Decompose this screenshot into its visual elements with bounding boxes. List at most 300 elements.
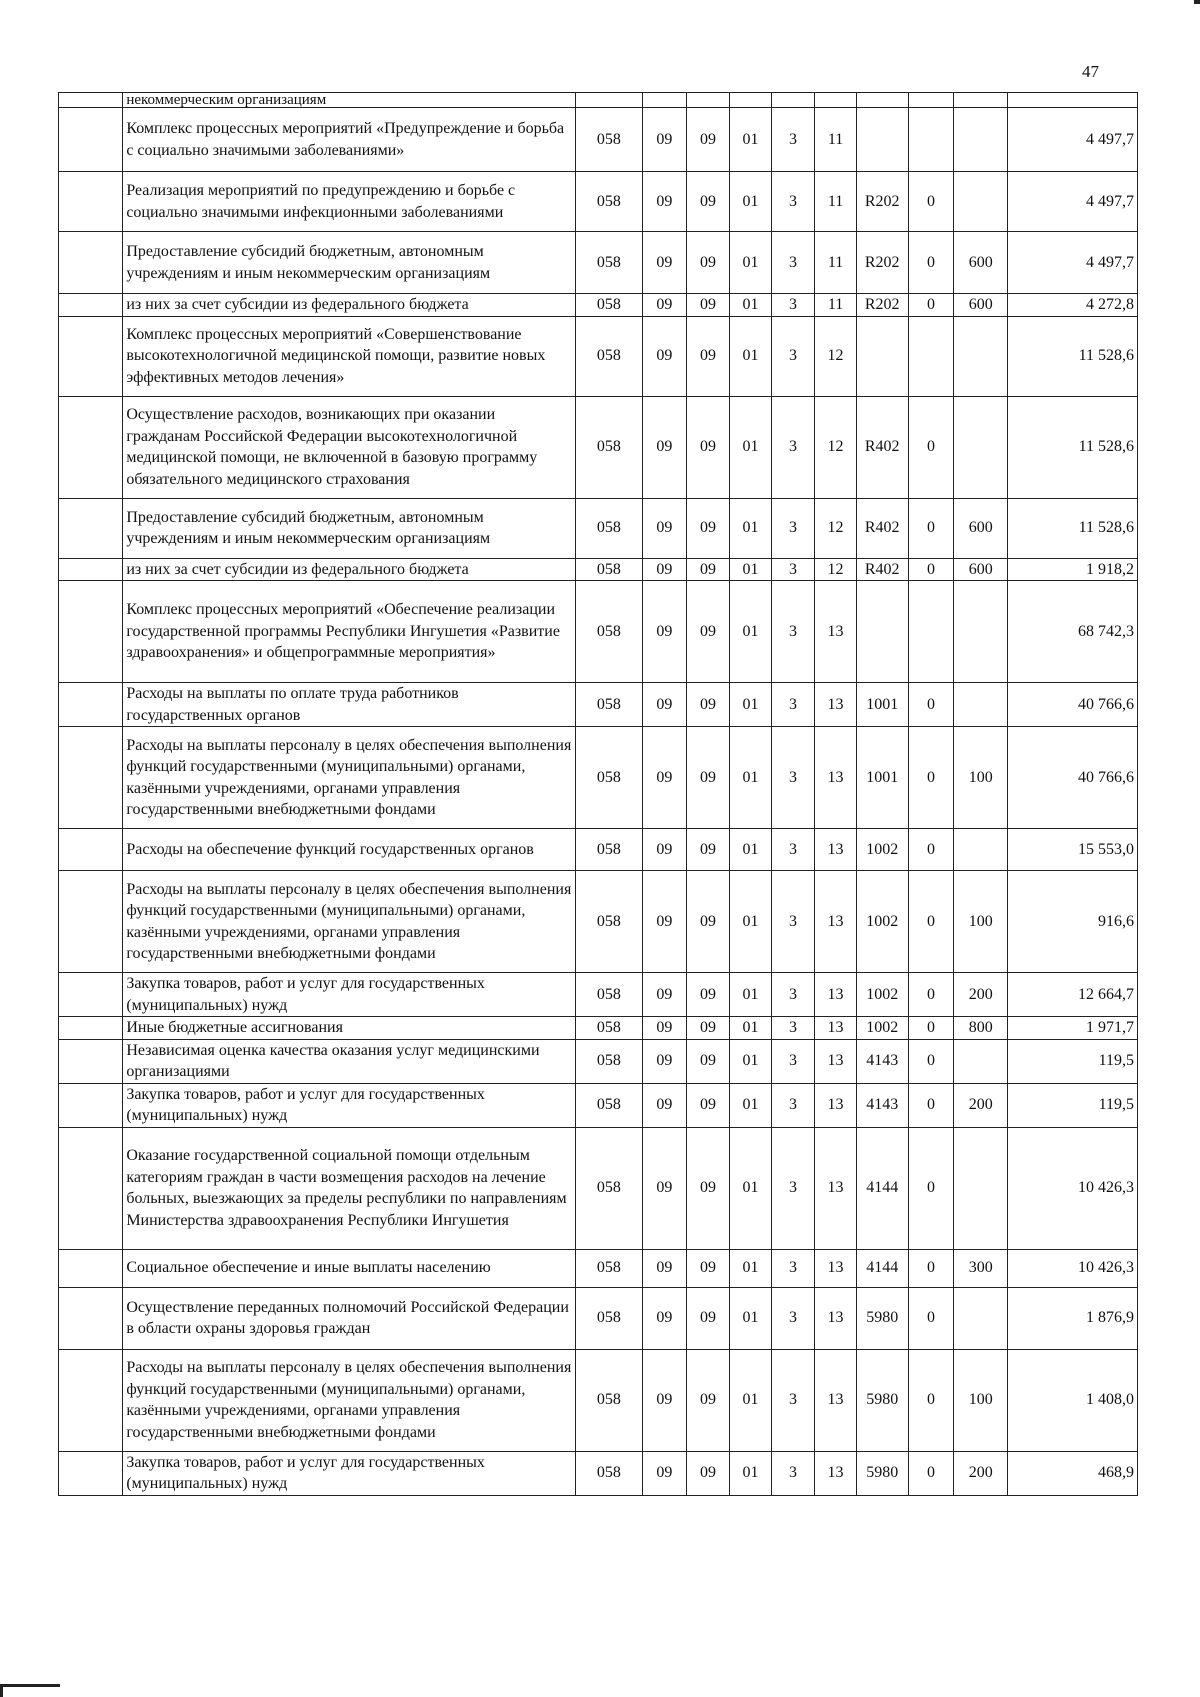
row-code-c5: 3 bbox=[771, 871, 815, 973]
row-code-c7 bbox=[856, 108, 908, 172]
row-code-c2: 09 bbox=[643, 558, 687, 581]
row-code-c3: 09 bbox=[686, 316, 730, 396]
row-code-c2: 09 bbox=[643, 1451, 687, 1495]
row-code-c6: 11 bbox=[815, 232, 857, 294]
row-number-cell bbox=[59, 294, 123, 317]
row-code-c6: 11 bbox=[815, 108, 857, 172]
row-number-cell bbox=[59, 1083, 123, 1127]
row-code-c9 bbox=[954, 683, 1008, 727]
row-amount: 10 426,3 bbox=[1008, 1127, 1138, 1249]
row-code-c9 bbox=[954, 93, 1008, 108]
row-code-c8: 0 bbox=[908, 727, 954, 829]
row-code-c6: 13 bbox=[815, 973, 857, 1017]
row-code-c3: 09 bbox=[686, 829, 730, 871]
row-code-c8: 0 bbox=[908, 683, 954, 727]
row-code-c5: 3 bbox=[771, 1287, 815, 1349]
row-code-c8: 0 bbox=[908, 1039, 954, 1083]
row-amount: 11 528,6 bbox=[1008, 316, 1138, 396]
row-code-c3: 09 bbox=[686, 581, 730, 683]
row-code-c7: R402 bbox=[856, 558, 908, 581]
row-code-c4: 01 bbox=[730, 829, 772, 871]
row-amount: 4 272,8 bbox=[1008, 294, 1138, 317]
row-code-c1: 058 bbox=[575, 871, 642, 973]
row-description: из них за счет субсидии из федерального бюджета bbox=[123, 558, 575, 581]
row-code-c5: 3 bbox=[771, 172, 815, 232]
row-code-c3: 09 bbox=[686, 108, 730, 172]
row-number-cell bbox=[59, 727, 123, 829]
row-amount: 11 528,6 bbox=[1008, 498, 1138, 558]
row-code-c3: 09 bbox=[686, 172, 730, 232]
row-code-c3: 09 bbox=[686, 1017, 730, 1040]
row-code-c2: 09 bbox=[643, 1249, 687, 1287]
row-code-c2: 09 bbox=[643, 498, 687, 558]
row-code-c7: 4143 bbox=[856, 1039, 908, 1083]
row-code-c3: 09 bbox=[686, 1287, 730, 1349]
row-code-c9: 200 bbox=[954, 973, 1008, 1017]
row-description: Расходы на выплаты персоналу в целях обеспечения выполнения функций государственными (муниципальными) органами, казёнными учреждениями, органами управления государственными внебюджетными фондами bbox=[123, 727, 575, 829]
row-code-c5: 3 bbox=[771, 396, 815, 498]
row-code-c4: 01 bbox=[730, 1451, 772, 1495]
row-code-c9: 200 bbox=[954, 1083, 1008, 1127]
row-code-c5: 3 bbox=[771, 727, 815, 829]
row-code-c5: 3 bbox=[771, 558, 815, 581]
row-code-c2: 09 bbox=[643, 683, 687, 727]
row-code-c1: 058 bbox=[575, 683, 642, 727]
row-code-c1: 058 bbox=[575, 498, 642, 558]
row-code-c9: 300 bbox=[954, 1249, 1008, 1287]
row-code-c5: 3 bbox=[771, 1249, 815, 1287]
row-code-c1: 058 bbox=[575, 1287, 642, 1349]
row-description: Закупка товаров, работ и услуг для государственных (муниципальных) нужд bbox=[123, 1451, 575, 1495]
row-code-c2: 09 bbox=[643, 871, 687, 973]
row-code-c7: 1002 bbox=[856, 973, 908, 1017]
row-amount: 4 497,7 bbox=[1008, 108, 1138, 172]
row-code-c9 bbox=[954, 1039, 1008, 1083]
table-row bbox=[59, 973, 1138, 1017]
row-code-c4: 01 bbox=[730, 1249, 772, 1287]
row-description: некоммерческим организациям bbox=[123, 93, 575, 108]
row-code-c2: 09 bbox=[643, 108, 687, 172]
row-code-c6: 13 bbox=[815, 1083, 857, 1127]
table-row bbox=[59, 232, 1138, 294]
row-amount: 11 528,6 bbox=[1008, 396, 1138, 498]
row-code-c1: 058 bbox=[575, 1017, 642, 1040]
row-code-c5: 3 bbox=[771, 1349, 815, 1451]
row-code-c1: 058 bbox=[575, 294, 642, 317]
table-row bbox=[59, 558, 1138, 581]
table-row bbox=[59, 581, 1138, 683]
row-code-c5: 3 bbox=[771, 829, 815, 871]
row-code-c2: 09 bbox=[643, 1349, 687, 1451]
row-code-c2: 09 bbox=[643, 316, 687, 396]
table-row bbox=[59, 1287, 1138, 1349]
row-code-c7: R202 bbox=[856, 232, 908, 294]
row-amount: 10 426,3 bbox=[1008, 1249, 1138, 1287]
row-code-c5: 3 bbox=[771, 294, 815, 317]
row-code-c8 bbox=[908, 108, 954, 172]
row-code-c8: 0 bbox=[908, 1017, 954, 1040]
row-amount: 12 664,7 bbox=[1008, 973, 1138, 1017]
row-code-c2: 09 bbox=[643, 1039, 687, 1083]
row-code-c7: R202 bbox=[856, 294, 908, 317]
row-code-c7: R202 bbox=[856, 172, 908, 232]
row-code-c3: 09 bbox=[686, 1083, 730, 1127]
table-row bbox=[59, 1451, 1138, 1495]
row-code-c3: 09 bbox=[686, 1249, 730, 1287]
row-description: Оказание государственной социальной помощи отдельным категориям граждан в части возмещения расходов на лечение больных, выезжающих за пределы республики по направлениям Министерства здравоохранения Республики Ингушетия bbox=[123, 1127, 575, 1249]
row-code-c8: 0 bbox=[908, 1249, 954, 1287]
row-amount: 68 742,3 bbox=[1008, 581, 1138, 683]
row-number-cell bbox=[59, 1127, 123, 1249]
row-code-c8: 0 bbox=[908, 294, 954, 317]
row-code-c2: 09 bbox=[643, 294, 687, 317]
row-code-c8: 0 bbox=[908, 1349, 954, 1451]
row-code-c3: 09 bbox=[686, 1349, 730, 1451]
row-code-c9 bbox=[954, 1287, 1008, 1349]
table-row bbox=[59, 1127, 1138, 1249]
row-description: Комплекс процессных мероприятий «Обеспечение реализации государственной программы Республики Ингушетия «Развитие здравоохранения» и общепрограммные мероприятия» bbox=[123, 581, 575, 683]
row-code-c9: 600 bbox=[954, 294, 1008, 317]
row-code-c4: 01 bbox=[730, 558, 772, 581]
budget-table-body bbox=[59, 93, 1138, 1496]
row-code-c7: 1001 bbox=[856, 683, 908, 727]
row-description: Предоставление субсидий бюджетным, автономным учреждениям и иным некоммерческим организациям bbox=[123, 498, 575, 558]
row-description: Независимая оценка качества оказания услуг медицинскими организациями bbox=[123, 1039, 575, 1083]
row-code-c6: 13 bbox=[815, 829, 857, 871]
row-description: Расходы на выплаты персоналу в целях обеспечения выполнения функций государственными (муниципальными) органами, казёнными учреждениями, органами управления государственными внебюджетными фондами bbox=[123, 871, 575, 973]
row-code-c6: 12 bbox=[815, 316, 857, 396]
row-code-c5: 3 bbox=[771, 683, 815, 727]
row-number-cell bbox=[59, 581, 123, 683]
row-code-c7: 1001 bbox=[856, 727, 908, 829]
row-code-c4: 01 bbox=[730, 316, 772, 396]
row-code-c1: 058 bbox=[575, 1349, 642, 1451]
row-code-c9 bbox=[954, 172, 1008, 232]
row-code-c2: 09 bbox=[643, 1127, 687, 1249]
row-code-c6: 13 bbox=[815, 1349, 857, 1451]
table-row bbox=[59, 1017, 1138, 1040]
row-amount: 916,6 bbox=[1008, 871, 1138, 973]
row-amount: 40 766,6 bbox=[1008, 727, 1138, 829]
row-code-c4: 01 bbox=[730, 498, 772, 558]
row-code-c2: 09 bbox=[643, 1287, 687, 1349]
row-code-c6: 13 bbox=[815, 871, 857, 973]
row-code-c7: 1002 bbox=[856, 1017, 908, 1040]
row-code-c9 bbox=[954, 581, 1008, 683]
row-amount: 119,5 bbox=[1008, 1083, 1138, 1127]
row-code-c2: 09 bbox=[643, 1083, 687, 1127]
row-code-c1: 058 bbox=[575, 316, 642, 396]
row-code-c9: 100 bbox=[954, 871, 1008, 973]
row-code-c2: 09 bbox=[643, 396, 687, 498]
row-code-c6: 13 bbox=[815, 1039, 857, 1083]
row-code-c6: 13 bbox=[815, 683, 857, 727]
table-row bbox=[59, 498, 1138, 558]
row-code-c5 bbox=[771, 93, 815, 108]
row-code-c9: 600 bbox=[954, 558, 1008, 581]
row-number-cell bbox=[59, 108, 123, 172]
row-code-c1: 058 bbox=[575, 1249, 642, 1287]
row-description: Реализация мероприятий по предупреждению и борьбе с социально значимыми инфекционными заболеваниями bbox=[123, 172, 575, 232]
row-code-c9 bbox=[954, 108, 1008, 172]
table-row bbox=[59, 1249, 1138, 1287]
row-code-c2: 09 bbox=[643, 232, 687, 294]
row-description: Комплекс процессных мероприятий «Предупреждение и борьба с социально значимыми заболеваниями» bbox=[123, 108, 575, 172]
row-code-c1: 058 bbox=[575, 172, 642, 232]
row-code-c7: 5980 bbox=[856, 1287, 908, 1349]
row-code-c4: 01 bbox=[730, 683, 772, 727]
row-code-c5: 3 bbox=[771, 498, 815, 558]
row-description: Осуществление расходов, возникающих при оказании гражданам Российской Федерации высокотехнологичной медицинской помощи, не включенной в базовую программу обязательного медицинского страхования bbox=[123, 396, 575, 498]
table-row bbox=[59, 1083, 1138, 1127]
row-code-c9: 100 bbox=[954, 1349, 1008, 1451]
row-code-c8 bbox=[908, 93, 954, 108]
scan-mark bbox=[1194, 0, 1200, 4]
table-row bbox=[59, 316, 1138, 396]
row-code-c5: 3 bbox=[771, 973, 815, 1017]
row-code-c3: 09 bbox=[686, 498, 730, 558]
row-code-c1: 058 bbox=[575, 558, 642, 581]
row-code-c7 bbox=[856, 93, 908, 108]
row-number-cell bbox=[59, 1249, 123, 1287]
row-amount: 1 408,0 bbox=[1008, 1349, 1138, 1451]
row-code-c4: 01 bbox=[730, 172, 772, 232]
row-code-c2: 09 bbox=[643, 727, 687, 829]
row-description: Закупка товаров, работ и услуг для государственных (муниципальных) нужд bbox=[123, 1083, 575, 1127]
row-code-c7: 4143 bbox=[856, 1083, 908, 1127]
row-amount bbox=[1008, 93, 1138, 108]
row-code-c4: 01 bbox=[730, 1287, 772, 1349]
table-row bbox=[59, 172, 1138, 232]
row-description: Осуществление переданных полномочий Российской Федерации в области охраны здоровья граждан bbox=[123, 1287, 575, 1349]
row-number-cell bbox=[59, 232, 123, 294]
row-code-c5: 3 bbox=[771, 1127, 815, 1249]
row-number-cell bbox=[59, 172, 123, 232]
row-code-c7 bbox=[856, 316, 908, 396]
row-code-c5: 3 bbox=[771, 1039, 815, 1083]
row-code-c7: 4144 bbox=[856, 1127, 908, 1249]
row-code-c5: 3 bbox=[771, 1083, 815, 1127]
row-code-c9 bbox=[954, 316, 1008, 396]
row-code-c9 bbox=[954, 1127, 1008, 1249]
row-code-c6: 12 bbox=[815, 558, 857, 581]
row-code-c8: 0 bbox=[908, 829, 954, 871]
row-code-c6: 13 bbox=[815, 1127, 857, 1249]
row-code-c9: 100 bbox=[954, 727, 1008, 829]
row-code-c6: 13 bbox=[815, 727, 857, 829]
page-number: 47 bbox=[1082, 62, 1099, 81]
row-description: Закупка товаров, работ и услуг для государственных (муниципальных) нужд bbox=[123, 973, 575, 1017]
row-number-cell bbox=[59, 93, 123, 108]
row-code-c1: 058 bbox=[575, 727, 642, 829]
row-code-c3: 09 bbox=[686, 232, 730, 294]
row-amount: 15 553,0 bbox=[1008, 829, 1138, 871]
row-number-cell bbox=[59, 316, 123, 396]
table-row bbox=[59, 829, 1138, 871]
row-code-c8 bbox=[908, 316, 954, 396]
row-code-c3: 09 bbox=[686, 1039, 730, 1083]
row-description: Иные бюджетные ассигнования bbox=[123, 1017, 575, 1040]
row-code-c4: 01 bbox=[730, 581, 772, 683]
row-code-c8: 0 bbox=[908, 396, 954, 498]
row-number-cell bbox=[59, 1349, 123, 1451]
row-description: Комплекс процессных мероприятий «Совершенствование высокотехнологичной медицинской помощи, развитие новых эффективных методов лечения» bbox=[123, 316, 575, 396]
row-code-c3: 09 bbox=[686, 1127, 730, 1249]
row-code-c2: 09 bbox=[643, 172, 687, 232]
row-code-c7: R402 bbox=[856, 396, 908, 498]
row-code-c1: 058 bbox=[575, 581, 642, 683]
table-row bbox=[59, 93, 1138, 108]
row-code-c9: 600 bbox=[954, 232, 1008, 294]
row-code-c4: 01 bbox=[730, 973, 772, 1017]
row-code-c9 bbox=[954, 396, 1008, 498]
row-code-c3: 09 bbox=[686, 396, 730, 498]
row-code-c5: 3 bbox=[771, 1017, 815, 1040]
row-code-c7 bbox=[856, 581, 908, 683]
row-number-cell bbox=[59, 498, 123, 558]
row-code-c6: 13 bbox=[815, 581, 857, 683]
row-code-c9: 200 bbox=[954, 1451, 1008, 1495]
row-code-c5: 3 bbox=[771, 108, 815, 172]
table-row bbox=[59, 1349, 1138, 1451]
row-code-c8: 0 bbox=[908, 1127, 954, 1249]
row-code-c6: 13 bbox=[815, 1249, 857, 1287]
row-code-c4: 01 bbox=[730, 871, 772, 973]
row-description: Расходы на обеспечение функций государственных органов bbox=[123, 829, 575, 871]
row-code-c1: 058 bbox=[575, 108, 642, 172]
row-number-cell bbox=[59, 1039, 123, 1083]
row-code-c1: 058 bbox=[575, 1083, 642, 1127]
row-code-c5: 3 bbox=[771, 1451, 815, 1495]
row-code-c7: 5980 bbox=[856, 1451, 908, 1495]
row-amount: 1 918,2 bbox=[1008, 558, 1138, 581]
budget-table bbox=[58, 92, 1138, 1496]
row-code-c4: 01 bbox=[730, 294, 772, 317]
row-code-c6 bbox=[815, 93, 857, 108]
row-code-c6: 12 bbox=[815, 396, 857, 498]
row-code-c8: 0 bbox=[908, 1083, 954, 1127]
row-code-c2: 09 bbox=[643, 1017, 687, 1040]
row-code-c7: 1002 bbox=[856, 829, 908, 871]
row-code-c1: 058 bbox=[575, 1127, 642, 1249]
row-code-c1: 058 bbox=[575, 232, 642, 294]
row-code-c1: 058 bbox=[575, 396, 642, 498]
row-code-c2: 09 bbox=[643, 581, 687, 683]
row-code-c6: 11 bbox=[815, 294, 857, 317]
row-code-c9 bbox=[954, 829, 1008, 871]
row-description: Социальное обеспечение и иные выплаты населению bbox=[123, 1249, 575, 1287]
row-number-cell bbox=[59, 829, 123, 871]
row-number-cell bbox=[59, 396, 123, 498]
row-code-c4: 01 bbox=[730, 1039, 772, 1083]
row-code-c5: 3 bbox=[771, 316, 815, 396]
row-code-c1: 058 bbox=[575, 1451, 642, 1495]
row-code-c8: 0 bbox=[908, 498, 954, 558]
row-code-c6: 13 bbox=[815, 1287, 857, 1349]
row-code-c6: 13 bbox=[815, 1451, 857, 1495]
row-code-c3: 09 bbox=[686, 1451, 730, 1495]
table-row bbox=[59, 727, 1138, 829]
row-description: Предоставление субсидий бюджетным, автономным учреждениям и иным некоммерческим организациям bbox=[123, 232, 575, 294]
row-code-c3 bbox=[686, 93, 730, 108]
row-code-c8: 0 bbox=[908, 232, 954, 294]
table-row bbox=[59, 396, 1138, 498]
scan-mark bbox=[0, 1684, 3, 1697]
row-code-c8: 0 bbox=[908, 558, 954, 581]
row-code-c6: 12 bbox=[815, 498, 857, 558]
row-code-c4: 01 bbox=[730, 396, 772, 498]
row-code-c8: 0 bbox=[908, 1287, 954, 1349]
row-code-c7: 4144 bbox=[856, 1249, 908, 1287]
row-code-c8 bbox=[908, 581, 954, 683]
table-row bbox=[59, 683, 1138, 727]
row-code-c5: 3 bbox=[771, 581, 815, 683]
row-code-c4: 01 bbox=[730, 727, 772, 829]
row-code-c4: 01 bbox=[730, 1349, 772, 1451]
row-code-c6: 13 bbox=[815, 1017, 857, 1040]
row-code-c8: 0 bbox=[908, 1451, 954, 1495]
row-code-c4: 01 bbox=[730, 108, 772, 172]
table-row bbox=[59, 108, 1138, 172]
row-code-c8: 0 bbox=[908, 172, 954, 232]
row-description: Расходы на выплаты по оплате труда работников государственных органов bbox=[123, 683, 575, 727]
row-number-cell bbox=[59, 1451, 123, 1495]
row-code-c4: 01 bbox=[730, 1083, 772, 1127]
row-code-c2 bbox=[643, 93, 687, 108]
row-number-cell bbox=[59, 558, 123, 581]
row-amount: 119,5 bbox=[1008, 1039, 1138, 1083]
row-amount: 4 497,7 bbox=[1008, 172, 1138, 232]
row-code-c9: 600 bbox=[954, 498, 1008, 558]
row-code-c2: 09 bbox=[643, 973, 687, 1017]
row-code-c4: 01 bbox=[730, 1017, 772, 1040]
row-code-c9: 800 bbox=[954, 1017, 1008, 1040]
table-row bbox=[59, 871, 1138, 973]
row-number-cell bbox=[59, 871, 123, 973]
row-code-c8: 0 bbox=[908, 973, 954, 1017]
row-code-c4: 01 bbox=[730, 1127, 772, 1249]
row-amount: 1 876,9 bbox=[1008, 1287, 1138, 1349]
table-row bbox=[59, 294, 1138, 317]
row-description: Расходы на выплаты персоналу в целях обеспечения выполнения функций государственными (муниципальными) органами, казёнными учреждениями, органами управления государственными внебюджетными фондами bbox=[123, 1349, 575, 1451]
row-amount: 40 766,6 bbox=[1008, 683, 1138, 727]
row-amount: 468,9 bbox=[1008, 1451, 1138, 1495]
row-code-c3: 09 bbox=[686, 294, 730, 317]
row-code-c1: 058 bbox=[575, 1039, 642, 1083]
row-code-c8: 0 bbox=[908, 871, 954, 973]
row-code-c1: 058 bbox=[575, 973, 642, 1017]
row-amount: 4 497,7 bbox=[1008, 232, 1138, 294]
row-code-c6: 11 bbox=[815, 172, 857, 232]
row-code-c4: 01 bbox=[730, 232, 772, 294]
row-code-c3: 09 bbox=[686, 558, 730, 581]
row-code-c2: 09 bbox=[643, 829, 687, 871]
row-code-c5: 3 bbox=[771, 232, 815, 294]
scan-mark bbox=[0, 1684, 60, 1687]
row-code-c3: 09 bbox=[686, 727, 730, 829]
row-code-c3: 09 bbox=[686, 973, 730, 1017]
row-code-c7: 5980 bbox=[856, 1349, 908, 1451]
row-code-c3: 09 bbox=[686, 683, 730, 727]
row-code-c7: 1002 bbox=[856, 871, 908, 973]
row-code-c4 bbox=[730, 93, 772, 108]
row-description: из них за счет субсидии из федерального бюджета bbox=[123, 294, 575, 317]
row-number-cell bbox=[59, 1017, 123, 1040]
table-row bbox=[59, 1039, 1138, 1083]
row-amount: 1 971,7 bbox=[1008, 1017, 1138, 1040]
row-number-cell bbox=[59, 1287, 123, 1349]
row-code-c3: 09 bbox=[686, 871, 730, 973]
